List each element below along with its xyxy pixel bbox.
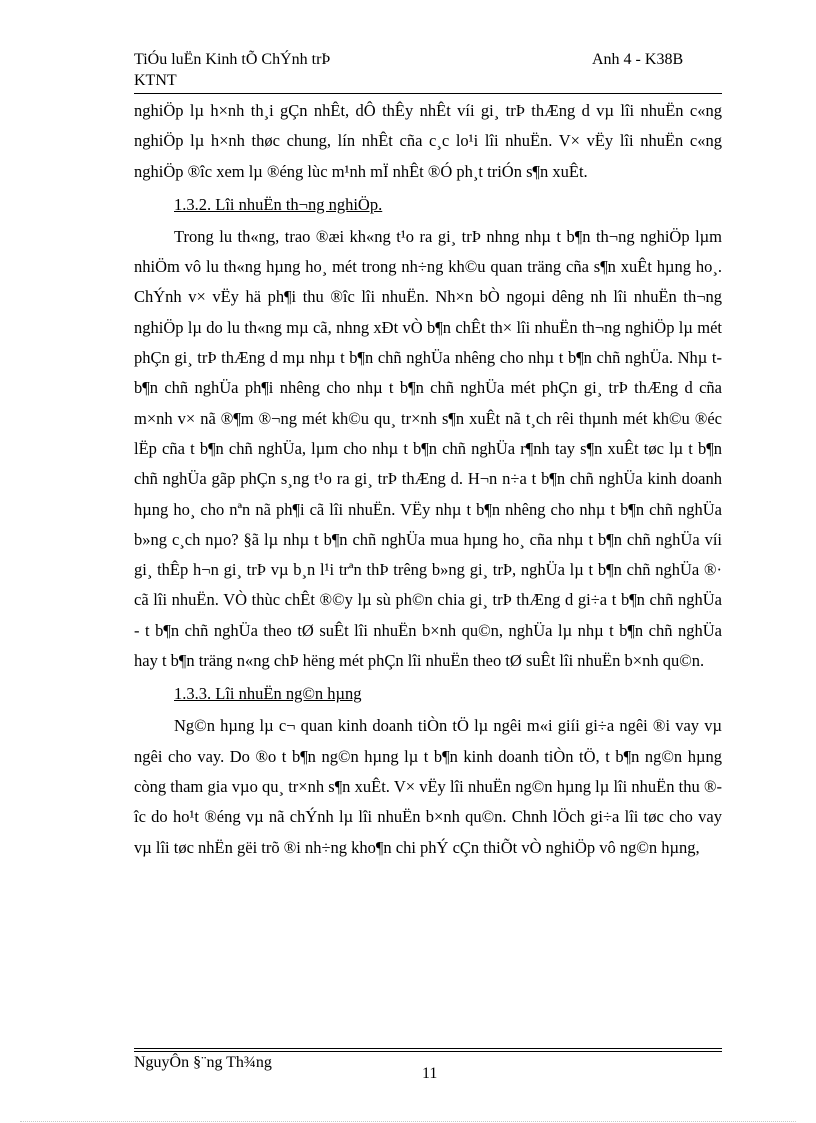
section-heading: 1.3.3. Lîi nhuËn ng©n hµng [174,684,362,704]
header-divider [134,93,722,94]
document-title-line-1: TiÓu luËn Kinh tÕ ChÝnh trÞ [134,51,331,68]
page-edge-divider [20,1121,796,1122]
footer-divider-top [134,1048,722,1049]
document-title [134,49,330,91]
page-number: 11 [422,1065,438,1082]
footer-divider-bottom [134,1051,722,1052]
document-title-line-2: KTNT [134,72,177,89]
paragraph: nghiÖp lµ h×nh th¸i gÇn nhÊt, dÔ thÊy nhÊt víi gi¸ trÞ thÆng d vµ lîi nhuËn c«ng nghiÖp lµ h×nh thøc chung, lín nhÊt cña c¸c lo¹i lîi nhuËn. V× vËy lîi nhuËn c«ng nghiÖp ®îc xem lµ ®éng lùc m¹nh mÏ nhÊt ®Ó ph¸t triÓn s¶n xuÊt. [134,101,722,181]
author-name: NguyÔn §¨ng Th¾ng [134,1054,272,1071]
section-heading: 1.3.2. Lîi nhuËn th¬ng nghiÖp. [174,194,383,214]
paragraph: Ng©n hµng lµ c¬ quan kinh doanh tiÒn tÖ lµ ngêi m«i giíi gi÷a ngêi ®i vay vµ ngêi cho vay. Do ®o t b¶n ng©n hµng lµ t b¶n kinh doanh tiÒn tÖ, t b¶n ng©n hµng còng tham gia vµo qu¸ tr×nh s¶n xuÊt. V× vËy lîi nhuËn ng©n hµng lµ lîi nhuËn thu ®îc do ho¹t ®éng vµ nã chÝnh lµ lîi nhuËn b×nh qu©n. Chnh lÖch gi÷a lîi tøc cho vay vµ lîi tøc nhËn gëi trõ ®i nh÷ng kho¶n chi phÝ cÇn thiÕt vÒ nghiÖp vô ng©n hµng, [134,716,722,857]
paragraph: Trong lu th«ng, trao ®æi kh«ng t¹o ra gi¸ trÞ nhng nhµ t b¶n th¬ng nghiÖp lµm nhiÖm vô lu th«ng hµng ho¸ mét trong nh÷ng kh©u quan träng cña s¶n xuÊt hµng ho¸. ChÝnh v× vËy hä ph¶i thu ®îc lîi nhuËn. Nh×n bÒ ngoµi dêng nh lîi nhuËn th¬ng nghiÖp lµ do lu th«ng mµ cã, nhng xÐt vÒ b¶n chÊt th× lîi nhuËn th¬ng nghiÖp lµ mét phÇn gi¸ trÞ thÆng d mµ nhµ t b¶n chñ nghÜa nhêng cho nhµ t b¶n chñ nghÜa. Nhµ t b¶n chñ nghÜa ph¶i nhêng cho nhµ t b¶n chñ nghÜa mét phÇn gi¸ trÞ thÆng d cña m×nh v× nã ®¶m ®¬ng mét kh©u qu¸ tr×nh s¶n xuÊt nã t¸ch rêi thµnh mét kh©u ®éc lËp cña t b¶n chñ nghÜa, lµm cho nhµ t b¶n chñ nghÜa r¶nh tay s¶n xuÊt tøc lµ t b¶n chñ nghÜa gãp phÇn s¸ng t¹o ra gi¸ trÞ thÆng d. H¬n n÷a t b¶n chñ nghÜa kinh doanh hµng ho¸ cho nªn nã ph¶i cã lîi nhuËn. VËy nhµ t b¶n nhêng cho nhµ t b¶n chñ nghÜa b»ng c¸ch nµo? §ã lµ nhµ t b¶n chñ nghÜa mua hµng ho¸ cña nhµ t b¶n chñ nghÜa víi gi¸ thÊp h¬n gi¸ trÞ vµ b¸n l¹i trªn thÞ trêng b»ng gi¸ trÞ, nghÜa lµ t b¶n chñ nghÜa ®· cã lîi nhuËn. VÒ thùc chÊt ®©y lµ sù ph©n chia gi¸ trÞ thÆng d gi÷a t b¶n chñ nghÜa - t b¶n chñ nghÜa theo tØ suÊt lîi nhuËn b×nh qu©n, nghÜa lµ nhµ t b¶n chñ nghÜa hay t b¶n träng n«ng chÞ hëng mét phÇn lîi nhuËn theo tØ suÊt lîi nhuËn b×nh qu©n. [134,226,722,671]
document-body [134,96,722,863]
class-label: Anh 4 - K38B [592,51,684,68]
